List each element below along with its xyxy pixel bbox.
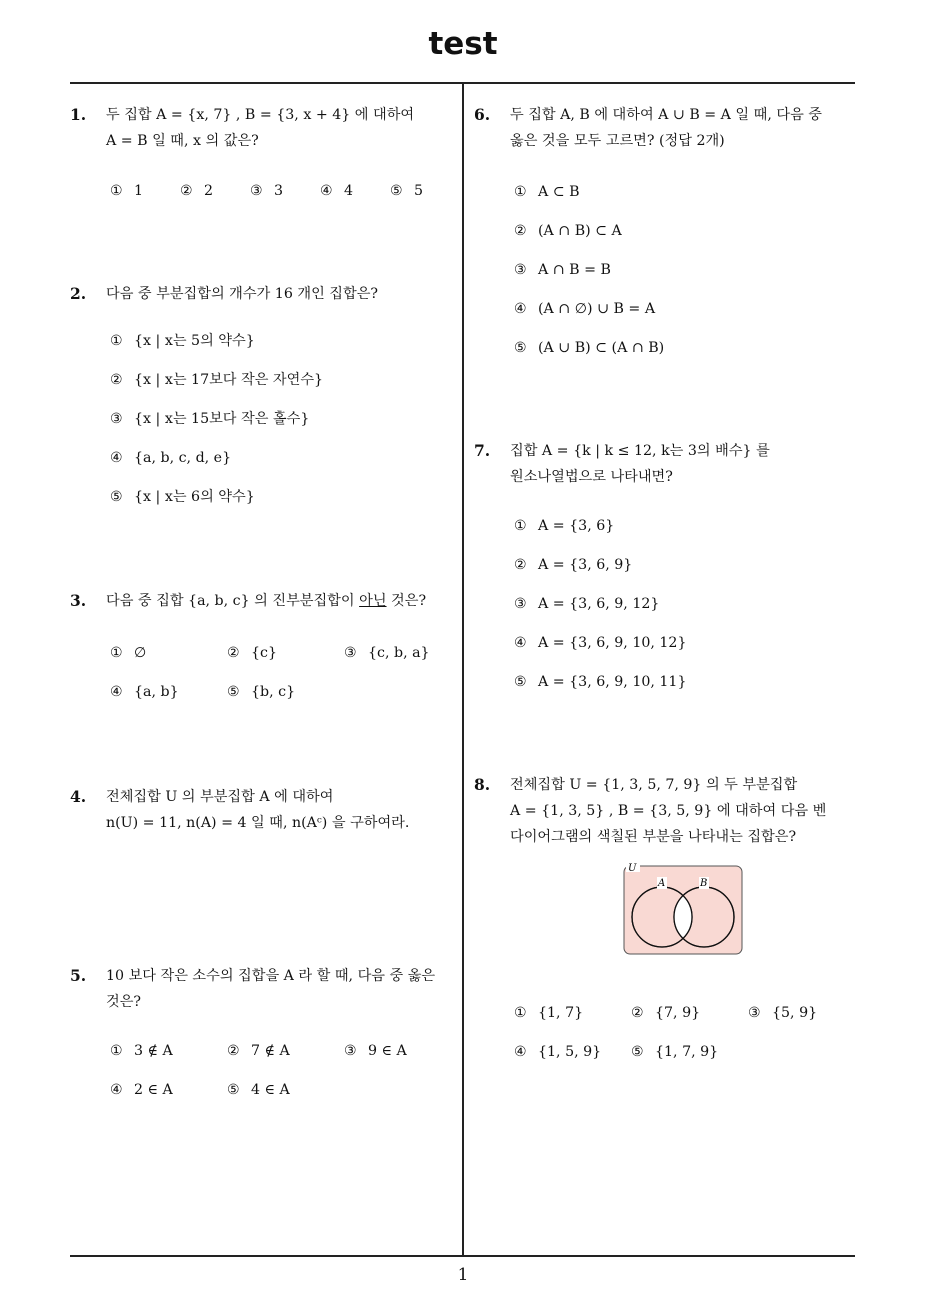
choice-2[interactable]: ② (A ∩ B) ⊂ A <box>514 223 622 239</box>
choice-3[interactable]: ③ 9 ∈ A <box>344 1043 407 1059</box>
venn-diagram <box>620 860 746 956</box>
choice-2[interactable]: ② {x | x는 17보다 작은 자연수} <box>110 372 324 388</box>
question-8 <box>474 772 854 1072</box>
choice-3[interactable]: ③ A ∩ B = B <box>514 262 611 278</box>
choice-5[interactable]: ⑤ (A ∪ B) ⊂ (A ∩ B) <box>514 340 665 356</box>
choice-5[interactable]: ⑤ {b, c} <box>227 684 296 700</box>
question-1 <box>70 102 455 212</box>
question-number: 1. <box>70 105 87 124</box>
question-2 <box>70 281 455 511</box>
choice-2[interactable]: ② 2 <box>180 183 214 199</box>
question-text: 두 집합 A, B 에 대하여 A ∪ B = A 일 때, 다음 중 옳은 것을 모두 고르면? (정답 2개) <box>510 107 822 149</box>
choice-4[interactable]: ④ 4 <box>320 183 354 199</box>
question-5 <box>70 963 455 1113</box>
choice-3[interactable]: ③ A = {3, 6, 9, 12} <box>514 596 660 612</box>
page-number: 1 <box>457 1265 469 1285</box>
choice-3[interactable]: ③ {5, 9} <box>748 1005 818 1021</box>
page-title: test <box>428 26 498 62</box>
choice-3[interactable]: ③ {c, b, a} <box>344 645 430 661</box>
question-number: 5. <box>70 966 87 985</box>
choice-3[interactable]: ③ 3 <box>250 183 284 199</box>
choice-1[interactable]: ① {x | x는 5의 약수} <box>110 333 255 349</box>
choice-3[interactable]: ③ {x | x는 15보다 작은 홀수} <box>110 411 310 427</box>
choice-4[interactable]: ④ A = {3, 6, 9, 10, 12} <box>514 635 687 651</box>
question-number: 2. <box>70 284 87 303</box>
question-text: 다음 중 부분집합의 개수가 16 개인 집합은? <box>106 286 379 302</box>
choice-5[interactable]: ⑤ A = {3, 6, 9, 10, 11} <box>514 674 687 690</box>
set-b-label: B <box>700 878 708 889</box>
question-text: 두 집합 A = {x, 7} , B = {3, x + 4} 에 대하여 A = B 일 때, x 의 값은? <box>106 107 415 149</box>
question-4 <box>70 784 455 844</box>
column-divider <box>462 84 464 1257</box>
choice-1[interactable]: ① 3 ∉ A <box>110 1043 173 1059</box>
set-a-label: A <box>658 878 666 889</box>
question-number: 4. <box>70 787 87 806</box>
footer-rule <box>70 1255 855 1257</box>
choice-5[interactable]: ⑤ {1, 7, 9} <box>631 1044 719 1060</box>
question-7 <box>474 438 854 698</box>
question-number: 7. <box>474 441 491 460</box>
question-number: 3. <box>70 591 87 610</box>
choice-1[interactable]: ① A ⊂ B <box>514 184 580 200</box>
choice-1[interactable]: ① A = {3, 6} <box>514 518 615 534</box>
question-6 <box>474 102 854 372</box>
question-number: 8. <box>474 775 491 794</box>
underlined-word: 아닌 <box>359 593 387 609</box>
choice-2[interactable]: ② {c} <box>227 645 277 661</box>
question-number: 6. <box>474 105 491 124</box>
question-text: 다음 중 집합 {a, b, c} 의 진부분집합이 아닌 것은? <box>106 593 427 609</box>
choice-5[interactable]: ⑤ 4 ∈ A <box>227 1082 290 1098</box>
question-text: 전체집합 U = {1, 3, 5, 7, 9} 의 두 부분집합 A = {1, 3, 5} , B = {3, 5, 9} 에 대하여 다음 벤 다이어그램의 색칠된 부분을 나타내는 집합은? <box>510 777 827 845</box>
choice-4[interactable]: ④ {a, b, c, d, e} <box>110 450 232 466</box>
universe-label: U <box>628 863 637 874</box>
question-text: 집합 A = {k | k ≤ 12, k는 3의 배수} 를 원소나열법으로 나타내면? <box>510 443 770 485</box>
choice-1[interactable]: ① ∅ <box>110 645 147 661</box>
choice-4[interactable]: ④ 2 ∈ A <box>110 1082 173 1098</box>
choice-4[interactable]: ④ {a, b} <box>110 684 179 700</box>
choice-2[interactable]: ② {7, 9} <box>631 1005 701 1021</box>
choice-2[interactable]: ② 7 ∉ A <box>227 1043 290 1059</box>
choice-1[interactable]: ① {1, 7} <box>514 1005 584 1021</box>
choice-5[interactable]: ⑤ 5 <box>390 183 424 199</box>
choice-2[interactable]: ② A = {3, 6, 9} <box>514 557 633 573</box>
choice-4[interactable]: ④ {1, 5, 9} <box>514 1044 602 1060</box>
choice-1[interactable]: ① 1 <box>110 183 144 199</box>
choice-4[interactable]: ④ (A ∩ ∅) ∪ B = A <box>514 301 656 317</box>
question-3 <box>70 588 455 708</box>
question-text: 10 보다 작은 소수의 집합을 A 라 할 때, 다음 중 옳은 것은? <box>106 968 436 1010</box>
choice-5[interactable]: ⑤ {x | x는 6의 약수} <box>110 489 255 505</box>
question-text: 전체집합 U 의 부분집합 A 에 대하여 n(U) = 11, n(A) = 4 일 때, n(Aᶜ) 을 구하여라. <box>106 789 410 831</box>
